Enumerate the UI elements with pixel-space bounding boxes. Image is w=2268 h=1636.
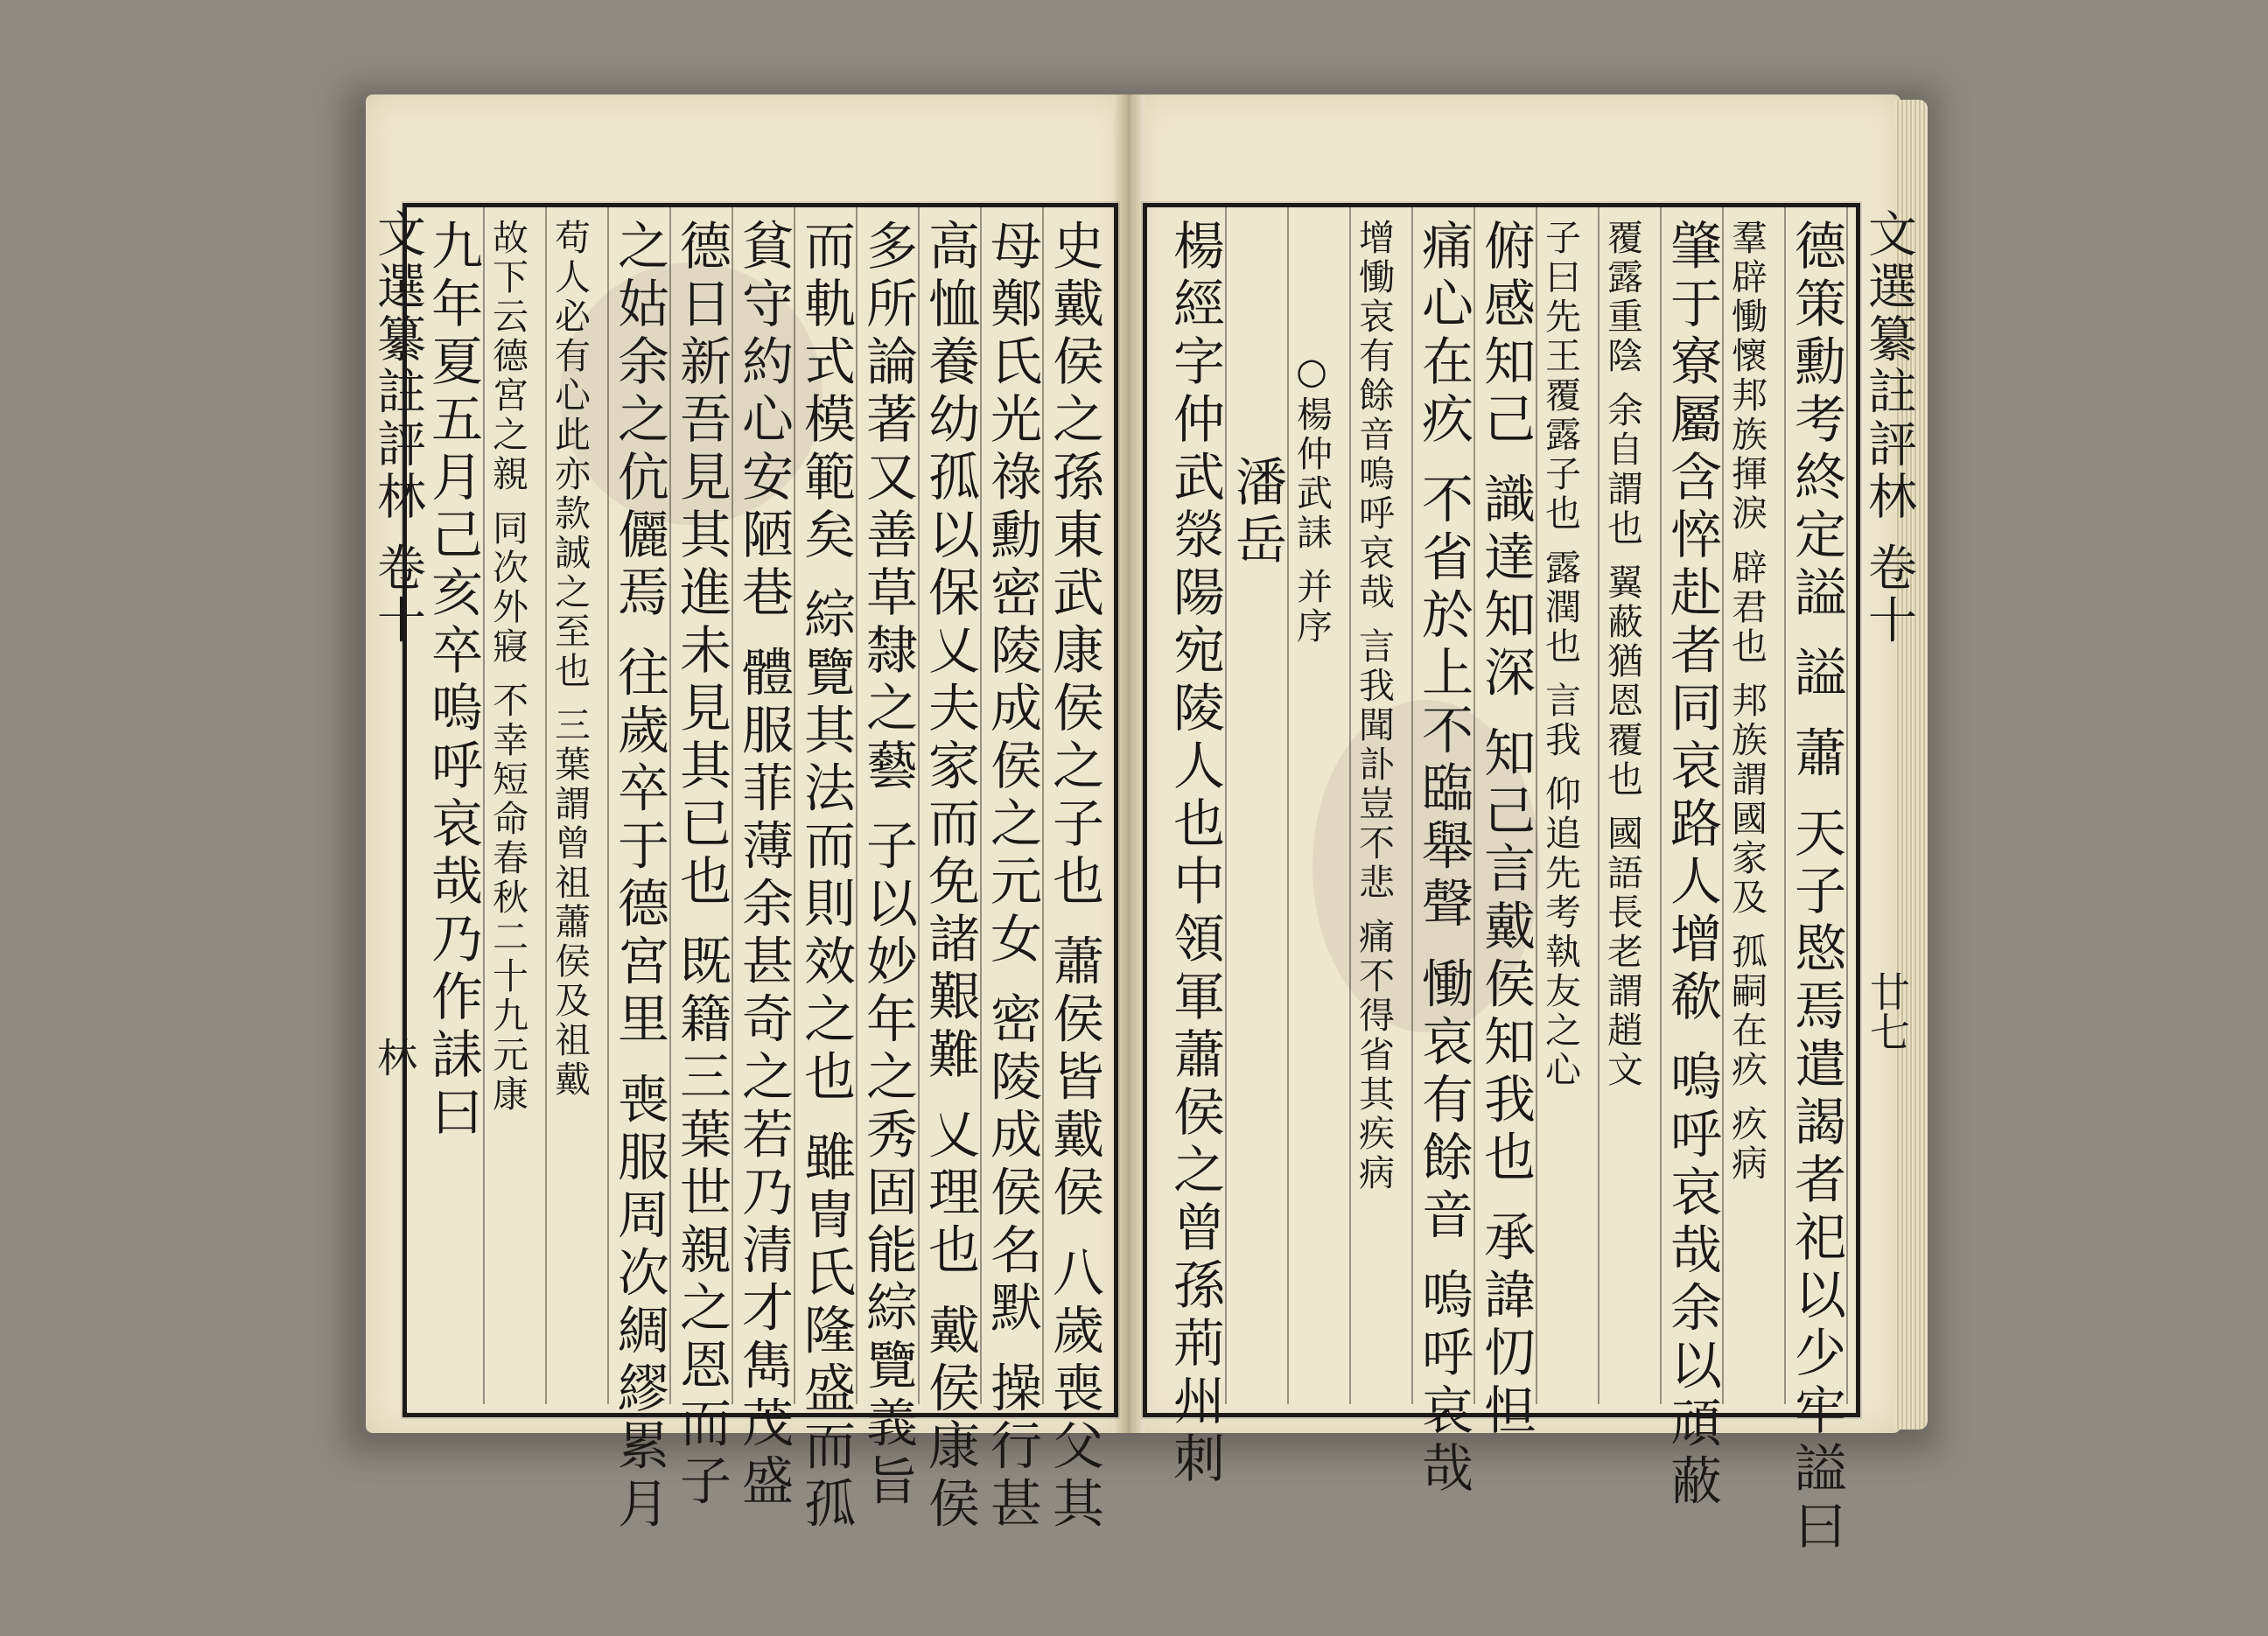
right-col-5: 子曰先王覆露子也 露潤也 言我 仰追先考執友之心	[1539, 219, 1581, 1091]
right-col-3: 肇于寮屬含悴赴者同哀路人增欷 嗚呼哀哉余以頑蔽	[1662, 219, 1722, 1512]
left-col-3: 高恤養幼孤以保乂夫家而免諸艱難 乂理也 戴侯康侯	[920, 219, 980, 1535]
right-margin-title: 文選纂註評林 卷十	[1860, 208, 1917, 647]
right-col-11: 楊經字仲武滎陽宛陵人也中領軍蕭侯之曾孫荊州刺	[1165, 219, 1225, 1489]
right-folio: 廿七	[1864, 971, 1911, 1052]
left-col-6: 貧守約心安陋巷 體服菲薄余甚奇之若乃清才雋茂盛	[733, 219, 794, 1512]
right-col-6: 俯感知己 識達知深 知己言戴侯知我也 承諱忉怛	[1475, 219, 1536, 1442]
right-col-4: 覆露重陰 余自謂也 翼蔽猶恩覆也 國語長老謂趙文	[1601, 219, 1643, 1091]
right-col-8: 增慟哀有餘音嗚呼哀哉 言我聞訃豈不悲 痛不得省其疾病	[1353, 219, 1395, 1194]
left-col-1: 史戴侯之孫東武康侯之子也 蕭侯皆戴侯 八歲喪父其	[1044, 219, 1104, 1535]
left-col-11: 九年夏五月己亥卒嗚呼哀哉乃作誄曰	[423, 219, 483, 1143]
left-margin-title: 文選纂註評林 卷十	[369, 208, 426, 647]
left-col-5: 而軌式模範矣 綜覽其法而則效之也 雖冑氏隆盛而孤	[795, 219, 856, 1535]
left-col-7: 德日新吾見其進未見其已也 既籍三葉世親之恩而子	[671, 219, 732, 1512]
left-col-8: 之姑余之伉儷焉 往歲卒于德宮里 喪服周次綢繆累月	[609, 219, 669, 1535]
right-col-1: 德策勳考終定謚 謚 蕭 天子愍焉遣謁者祀以少牢謚曰	[1786, 219, 1846, 1557]
right-col-2: 羣辟慟懷邦族揮淚 辟君也 邦族謂國家及 孤嗣在疚 疚病	[1726, 219, 1768, 1185]
left-col-4: 多所論著又善草隸之藝 子以妙年之秀固能綜覽義旨	[858, 219, 918, 1512]
left-col-2: 母鄭氏光祿勳密陵成侯之元女 密陵成侯名默 操行甚	[982, 219, 1042, 1535]
right-col-7: 痛心在疚 不省於上不臨舉聲 慟哀有餘音 嗚呼哀哉	[1413, 219, 1474, 1500]
right-col-9: ○楊仲武誄 并序	[1291, 350, 1333, 647]
right-col-10: 潘岳	[1227, 455, 1287, 570]
left-folio: 林	[371, 1037, 418, 1077]
left-col-9: 苟人必有心此亦款誠之至也 三葉謂曾祖蕭侯及祖戴	[549, 219, 591, 1101]
left-col-10: 故下云德宮之親 同次外寢 不幸短命春秋二十九元康	[486, 219, 528, 1115]
